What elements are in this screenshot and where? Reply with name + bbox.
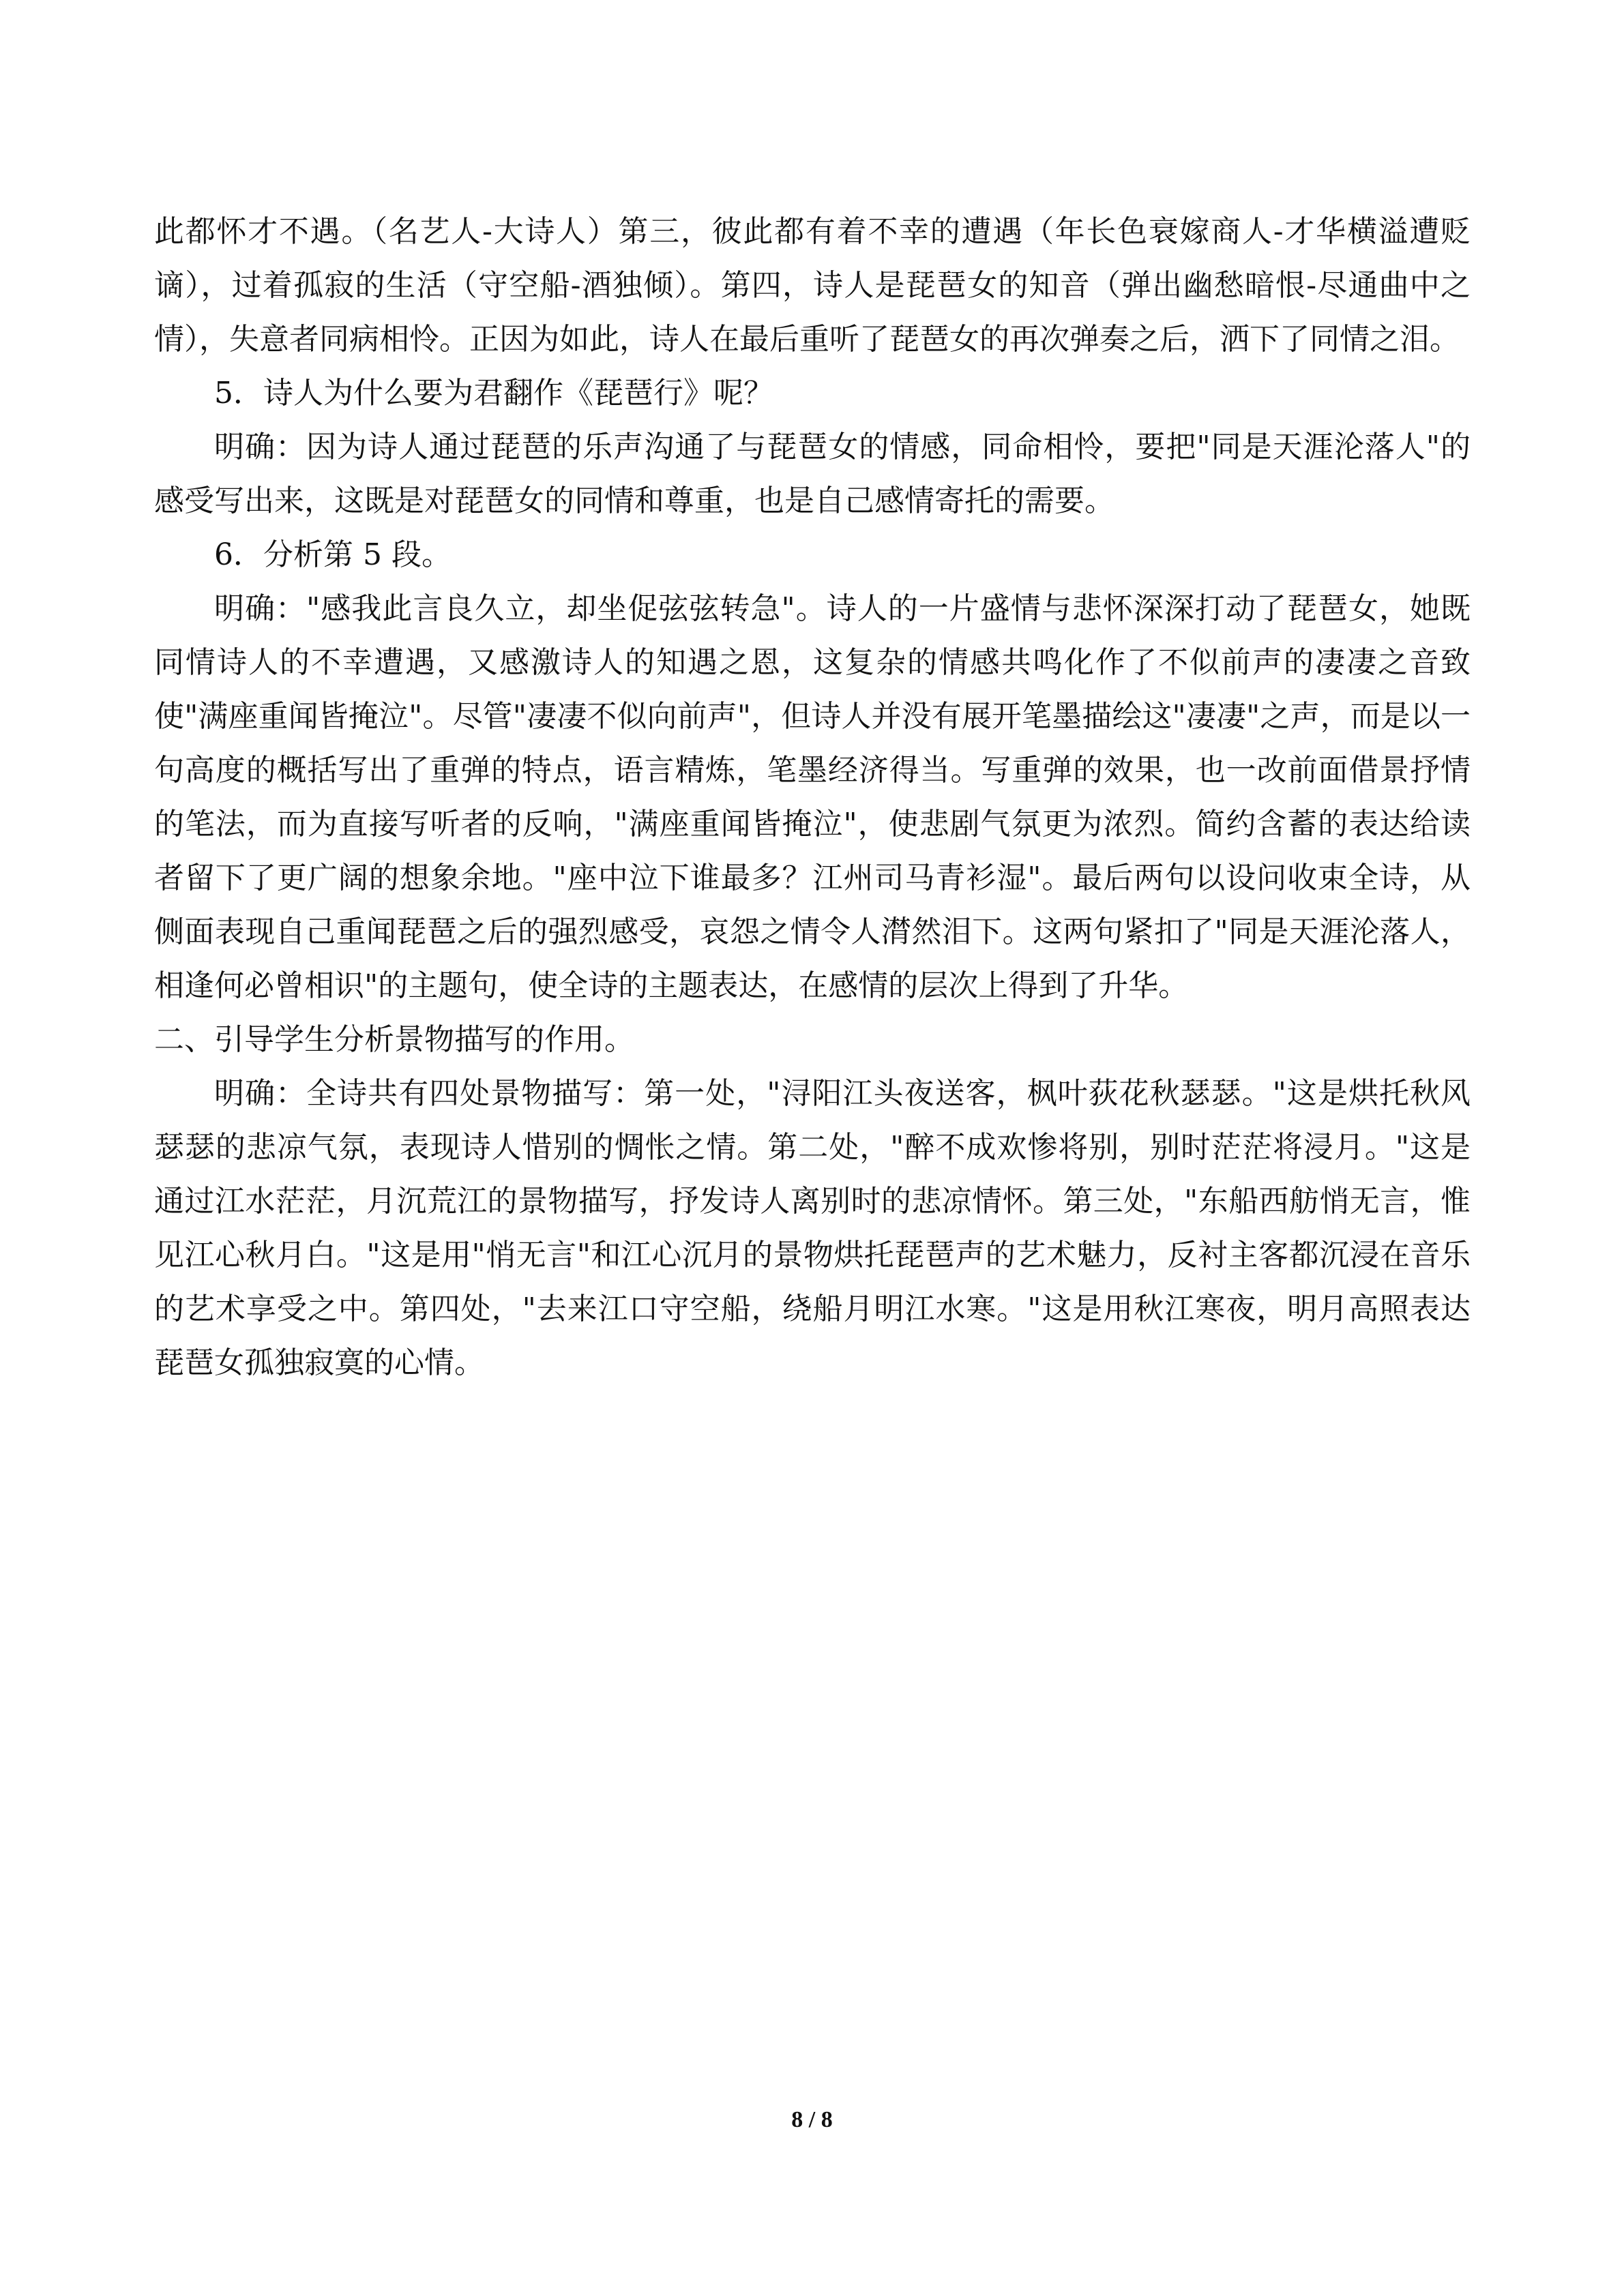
page-number: 8 / 8 [791, 2107, 833, 2132]
section-heading-2: 二、引导学生分析景物描写的作用。 [154, 1022, 634, 1057]
paragraph-1: 此都怀才不遇。（名艺人-大诗人）第三，彼此都有着不幸的遭遇（年长色衰嫁商人-才华横溢遭贬谪），过着孤寂的生活（守空船-酒独倾）。第四，诗人是琵琶女的知音（弹出幽愁暗恨-尽通曲中之情），失意者同病相怜。正因为如此，诗人在最后重听了琵琶女的再次弹奏之后，洒下了同情之泪。 [154, 214, 1471, 357]
answer-section-2: 明确：全诗共有四处景物描写：第一处，"浔阳江头夜送客，枫叶荻花秋瑟瑟。"这是烘托秋风瑟瑟的悲凉气氛，表现诗人惜别的惆怅之情。第二处，"醉不成欢惨将别，别时茫茫将浸月。"这是通过江水茫茫，月沉荒江的景物描写，抒发诗人离别时的悲凉情怀。第三处，"东船西舫悄无言，惟见江心秋月白。"这是用"悄无言"和江心沉月的景物烘托琵琶声的艺术魅力，反衬主客都沉浸在音乐的艺术享受之中。第四处，"去来江口守空船，绕船月明江水寒。"这是用秋江寒夜，明月高照表达琵琶女孤独寂寞的心情。 [154, 1076, 1471, 1380]
answer-6: 明确："感我此言良久立，却坐促弦弦转急"。诗人的一片盛情与悲怀深深打动了琵琶女，她既同情诗人的不幸遭遇，又感激诗人的知遇之恩，这复杂的情感共鸣化作了不似前声的凄凄之音致使"满座重闻皆掩泣"。尽管"凄凄不似向前声"，但诗人并没有展开笔墨描绘这"凄凄"之声，而是以一句高度的概括写出了重弹的特点，语言精炼，笔墨经济得当。写重弹的效果，也一改前面借景抒情的笔法，而为直接写听者的反响，"满座重闻皆掩泣"，使悲剧气氛更为浓烈。简约含蓄的表达给读者留下了更广阔的想象余地。"座中泣下谁最多？江州司马青衫湿"。最后两句以设问收束全诗，从侧面表现自己重闻琵琶之后的强烈感受，哀怨之情令人潸然泪下。这两句紧扣了"同是天涯沦落人，相逢何必曾相识"的主题句，使全诗的主题表达，在感情的层次上得到了升华。 [154, 591, 1471, 1003]
document-body [154, 205, 1471, 1390]
answer-5: 明确：因为诗人通过琵琶的乐声沟通了与琵琶女的情感，同命相怜，要把"同是天涯沦落人"的感受写出来，这既是对琵琶女的同情和尊重，也是自己感情寄托的需要。 [154, 430, 1471, 518]
question-6: 6．分析第 5 段。 [214, 537, 452, 572]
question-5: 5．诗人为什么要为君翻作《琵琶行》呢？ [214, 376, 773, 411]
